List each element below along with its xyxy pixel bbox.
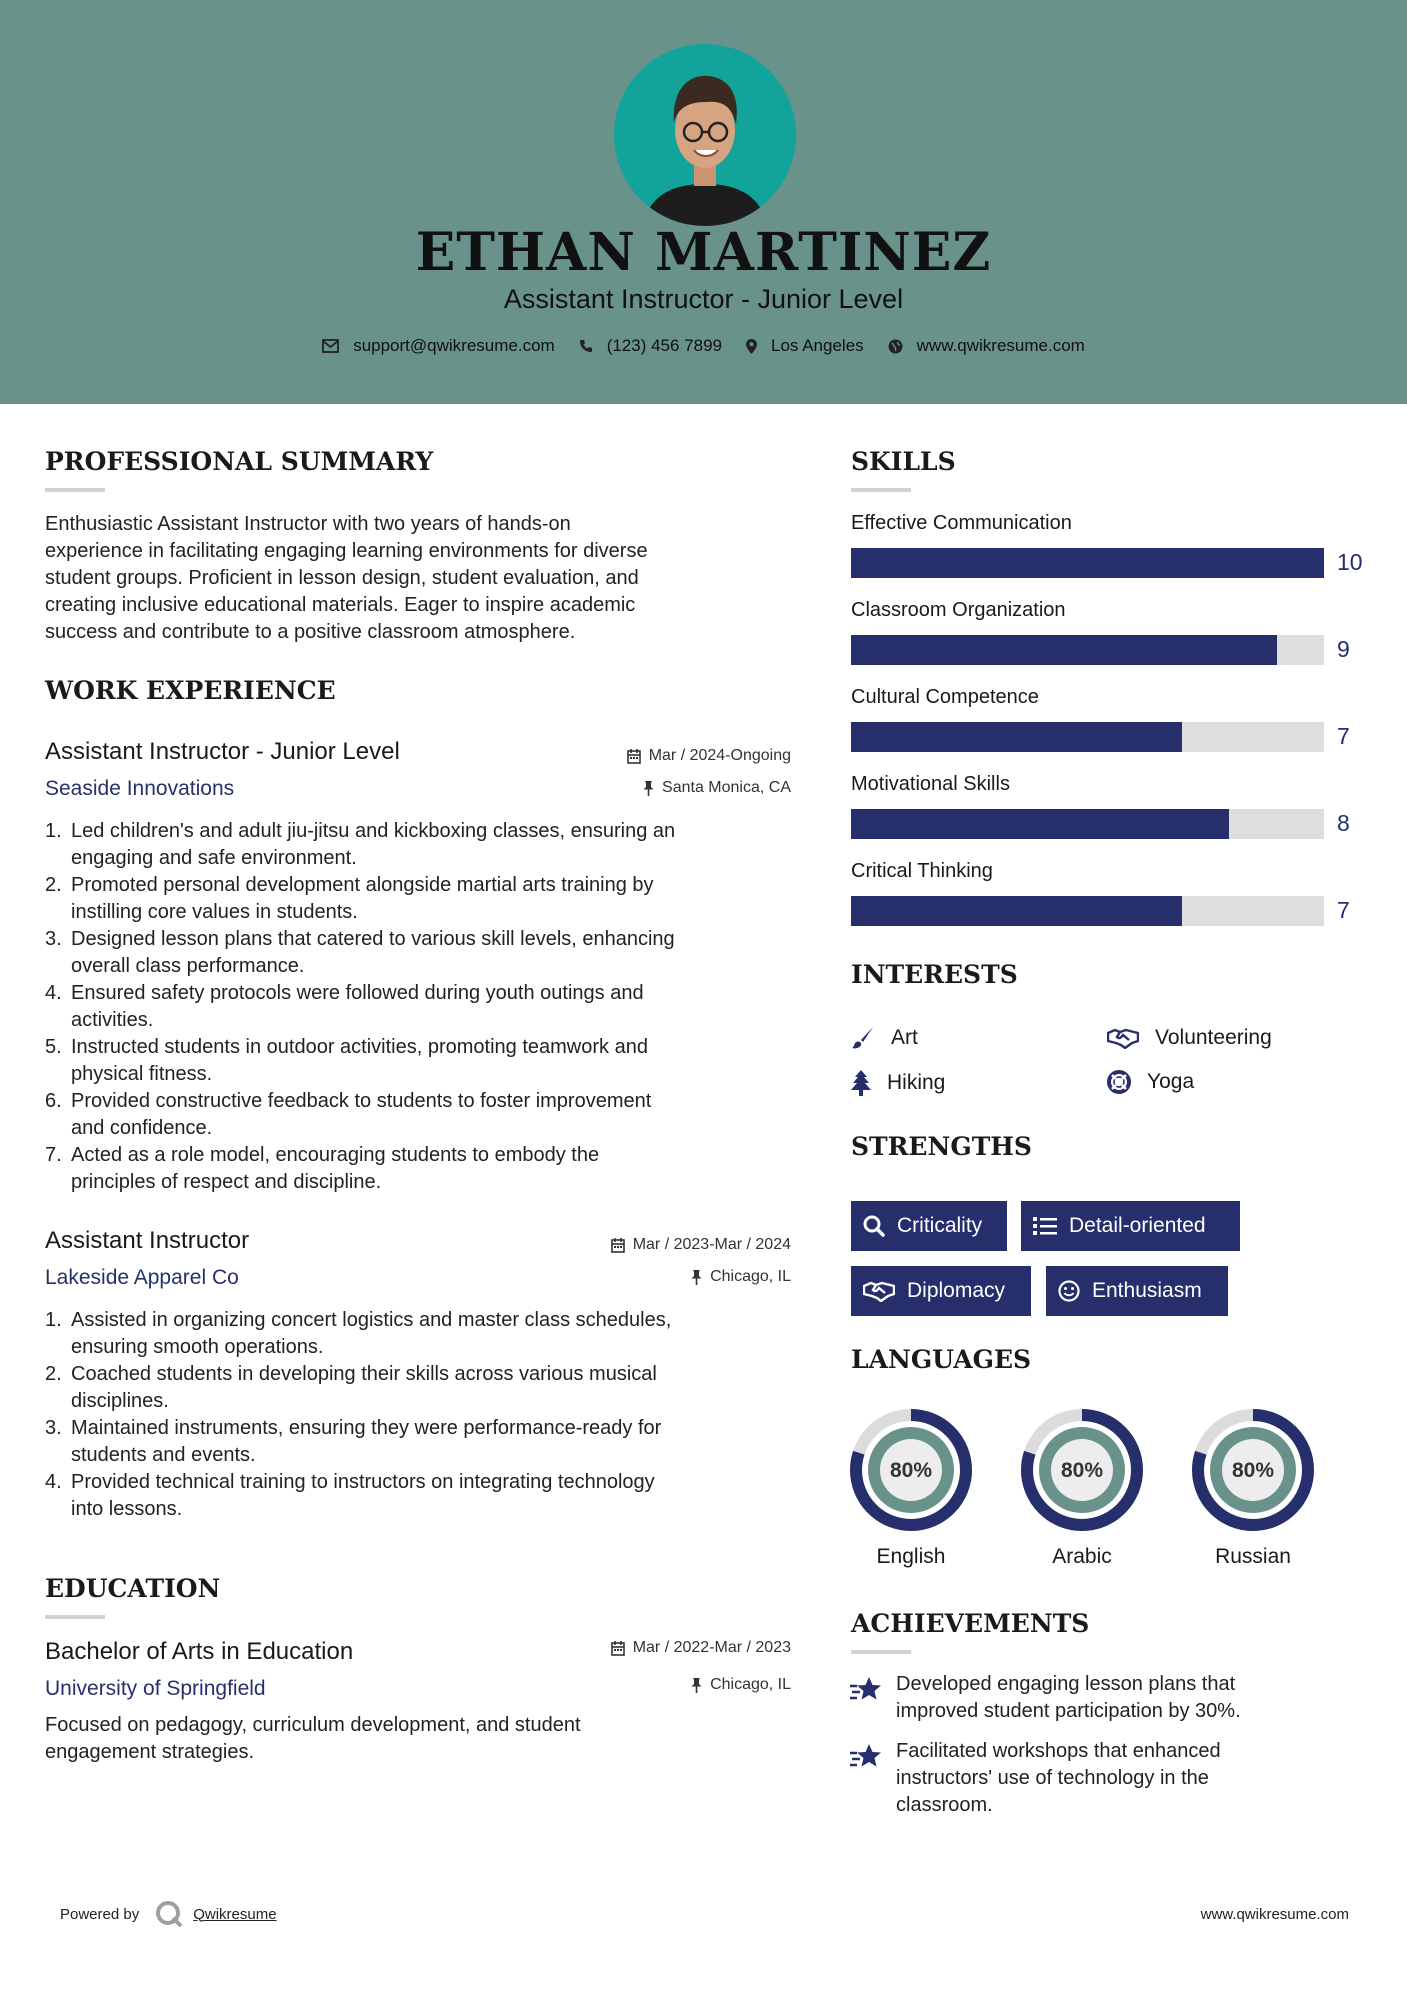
contact-location: [746, 336, 864, 356]
summary-line: success and contribute to a positive classroom atmosphere.: [45, 621, 576, 643]
interest-label: Volunteering: [1155, 1026, 1272, 1049]
summary-heading: PROFESSIONAL SUMMARY: [45, 447, 434, 476]
summary-line: student groups. Proficient in lesson design, student evaluation, and: [45, 567, 639, 589]
profile-photo: [614, 44, 796, 226]
award-star-icon: [850, 1743, 884, 1771]
email-text: support@qwikresume.com: [353, 336, 555, 355]
award-star-icon: [850, 1676, 884, 1704]
job-bullets: [45, 1307, 805, 1523]
tree-icon: [851, 1070, 871, 1096]
skills-heading: SKILLS: [851, 447, 956, 476]
interest-label: Hiking: [887, 1071, 946, 1094]
list-item: 1. Led children's and adult jiu-jitsu and kickboxing classes, ensuring an engaging and safe environment.: [45, 820, 676, 869]
pushpin-icon: [691, 1678, 702, 1693]
job-date: [480, 747, 791, 765]
education-location-text: Chicago, IL: [710, 1676, 791, 1693]
interest-art: [851, 1026, 918, 1050]
strength-badge-criticality: [851, 1201, 1007, 1251]
pushpin-icon: [643, 781, 654, 796]
strength-label: Criticality: [897, 1214, 983, 1237]
achievements-heading: ACHIEVEMENTS: [851, 1609, 1090, 1638]
envelope-icon: [322, 339, 339, 353]
language-percent: 80%: [1231, 1459, 1275, 1482]
list-icon: [1033, 1216, 1057, 1236]
location-text: Los Angeles: [771, 336, 864, 355]
skill-label: Cultural Competence: [851, 686, 1039, 708]
map-pin-icon: [746, 339, 757, 354]
resume-header: [0, 0, 1407, 404]
footer-powered-by: [60, 1900, 277, 1928]
skill-bar-fill: [851, 548, 1324, 578]
interest-volunteering: [1107, 1026, 1272, 1050]
skill-label: Effective Communication: [851, 512, 1072, 534]
summary-line: experience in facilitating engaging learning environments for diverse: [45, 540, 648, 562]
education-line: engagement strategies.: [45, 1741, 255, 1763]
language-percent: 80%: [889, 1459, 933, 1482]
phone-icon: [579, 339, 593, 353]
language-name: Russian: [1215, 1545, 1291, 1568]
languages-heading: LANGUAGES: [851, 1345, 1032, 1374]
phone-text: (123) 456 7899: [606, 336, 723, 355]
job-bullets: [45, 818, 805, 1196]
summary-divider: [45, 488, 105, 492]
job-title: Assistant Instructor: [45, 1227, 250, 1254]
education-heading: EDUCATION: [45, 1574, 221, 1603]
skill-bar-track: [851, 809, 1324, 839]
interest-label: Yoga: [1147, 1070, 1195, 1093]
summary-line: creating inclusive educational materials. Eager to inspire academic: [45, 594, 636, 616]
skill-bar-fill: [851, 722, 1182, 752]
qwikresume-logo-icon: [155, 1900, 183, 1928]
strength-badge-diplomacy: [851, 1266, 1031, 1316]
education-line: Focused on pedagogy, curriculum development, and student: [45, 1714, 581, 1736]
degree-title: Bachelor of Arts in Education: [45, 1638, 354, 1665]
language-progress-ring: [850, 1409, 972, 1531]
education-date-text: Mar / 2022-Mar / 2023: [632, 1639, 791, 1656]
list-item: 5. Instructed students in outdoor activities, promoting teamwork and physical fitness.: [45, 1036, 648, 1085]
skill-bar-fill: [851, 809, 1229, 839]
achievement-item: Facilitated workshops that enhanced instructors' use of technology in the classroom.: [896, 1740, 1221, 1816]
list-item: 6. Provided constructive feedback to students to foster improvement and confidence.: [45, 1090, 652, 1139]
list-item: 3. Designed lesson plans that catered to various skill levels, enhancing overall class performance.: [45, 928, 675, 977]
language-name: English: [876, 1545, 946, 1568]
skill-score: 10: [1337, 549, 1363, 575]
education-divider: [45, 1615, 105, 1619]
education-date: [480, 1639, 791, 1657]
interest-yoga: [1107, 1070, 1194, 1094]
language-progress-ring: [1021, 1409, 1143, 1531]
lifering-icon: [1107, 1070, 1131, 1094]
language-progress-ring: [1192, 1409, 1314, 1531]
search-icon: [863, 1215, 885, 1237]
strength-badge-detail-oriented: [1021, 1201, 1240, 1251]
language-name: Arabic: [1052, 1545, 1112, 1568]
skill-bar-track: [851, 896, 1324, 926]
list-item: 1. Assisted in organizing concert logistics and master class schedules, ensuring smooth operations.: [45, 1309, 672, 1358]
school-name: University of Springfield: [45, 1677, 266, 1700]
job-date-text: Mar / 2023-Mar / 2024: [632, 1236, 791, 1253]
skill-score: 7: [1337, 723, 1350, 749]
job-location-text: Chicago, IL: [710, 1268, 791, 1285]
globe-icon: [888, 339, 903, 354]
strength-label: Detail-oriented: [1069, 1214, 1206, 1237]
skill-score: 8: [1337, 810, 1350, 836]
job-company: Lakeside Apparel Co: [45, 1266, 239, 1289]
education-description: [45, 1712, 805, 1766]
job-title: Assistant Instructor - Junior Level: [45, 738, 400, 765]
handshake-icon: [1107, 1027, 1139, 1049]
strength-label: Diplomacy: [907, 1279, 1006, 1302]
list-item: 4. Ensured safety protocols were followed during youth outings and activities.: [45, 982, 644, 1031]
strength-badge-enthusiasm: [1046, 1266, 1228, 1316]
list-item: 2. Coached students in developing their skills across various musical disciplines.: [45, 1363, 657, 1412]
contact-phone[interactable]: [579, 336, 722, 356]
education-location: [480, 1676, 791, 1694]
handshake-icon: [863, 1280, 895, 1302]
job-location: [480, 1268, 791, 1286]
skill-score: 7: [1337, 897, 1350, 923]
skill-bar-fill: [851, 896, 1182, 926]
skill-bar-track: [851, 722, 1324, 752]
job-date: [480, 1236, 791, 1254]
list-item: 7. Acted as a role model, encouraging students to embody the principles of respect and discipline.: [45, 1144, 600, 1193]
contact-email[interactable]: [322, 336, 555, 356]
contact-bar: [0, 336, 1407, 356]
candidate-name: ETHAN MARTINEZ: [415, 222, 992, 283]
pushpin-icon: [691, 1270, 702, 1285]
achievements-divider: [851, 1650, 911, 1654]
powered-by-text: Powered by: [60, 1905, 140, 1923]
calendar-icon: [627, 749, 641, 764]
list-item: 4. Provided technical training to instructors on integrating technology into lessons.: [45, 1471, 655, 1520]
website-text: www.qwikresume.com: [916, 336, 1085, 355]
job-company: Seaside Innovations: [45, 777, 235, 800]
skill-label: Classroom Organization: [851, 599, 1066, 621]
interests-heading: INTERESTS: [851, 960, 1018, 989]
skill-label: Critical Thinking: [851, 860, 993, 882]
language-percent: 80%: [1060, 1459, 1104, 1482]
strengths-heading: STRENGTHS: [851, 1132, 1032, 1161]
smile-icon: [1058, 1280, 1080, 1302]
summary-line: Enthusiastic Assistant Instructor with two years of hands-on: [45, 513, 571, 535]
calendar-icon: [611, 1238, 625, 1253]
skill-score: 9: [1337, 636, 1350, 662]
qwikresume-link[interactable]: Qwikresume: [193, 1905, 277, 1923]
job-date-text: Mar / 2024-Ongoing: [648, 747, 791, 764]
skill-bar-track: [851, 635, 1324, 665]
paintbrush-icon: [851, 1026, 875, 1050]
job-location-text: Santa Monica, CA: [662, 779, 791, 796]
skill-label: Motivational Skills: [851, 773, 1010, 795]
job-location: [480, 779, 791, 797]
interest-label: Art: [891, 1026, 918, 1049]
list-item: 2. Promoted personal development alongside martial arts training by instilling core values in students.: [45, 874, 654, 923]
achievement-item: Developed engaging lesson plans that improved student participation by 30%.: [896, 1673, 1241, 1722]
candidate-role: Assistant Instructor - Junior Level: [503, 284, 904, 314]
strength-label: Enthusiasm: [1092, 1279, 1202, 1302]
experience-heading: WORK EXPERIENCE: [45, 676, 336, 705]
footer-website[interactable]: www.qwikresume.com: [1200, 1906, 1349, 1923]
summary-text: [45, 511, 805, 646]
list-item: 3. Maintained instruments, ensuring they were performance-ready for students and events.: [45, 1417, 662, 1466]
skill-bar-track: [851, 548, 1324, 578]
contact-website[interactable]: [888, 336, 1085, 356]
skills-divider: [851, 488, 911, 492]
calendar-icon: [611, 1641, 625, 1656]
interest-hiking: [851, 1070, 945, 1096]
skill-bar-fill: [851, 635, 1277, 665]
